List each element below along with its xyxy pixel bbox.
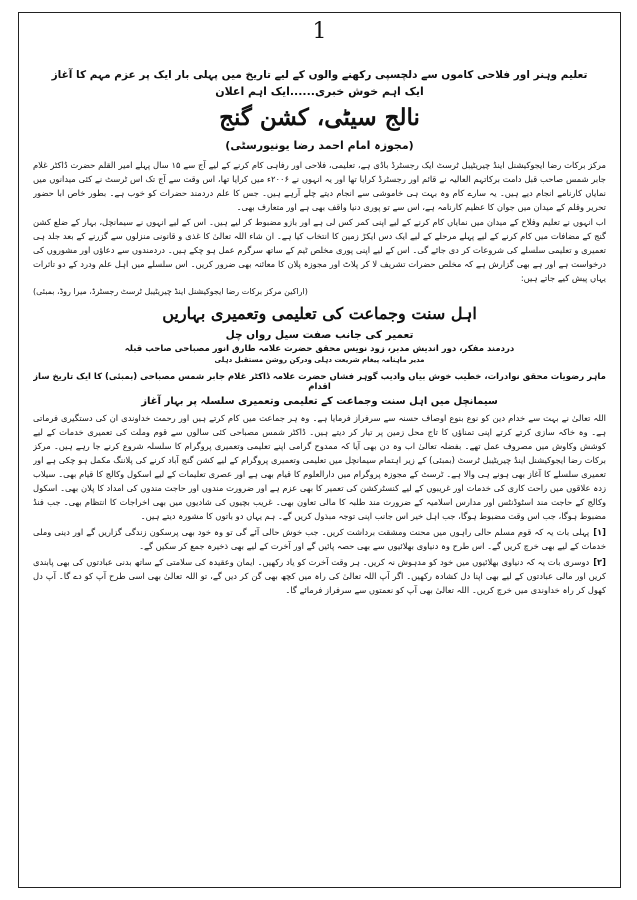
seemanchal-title: سیمانچل میں اہل سنت وجماعت کے تعلیمی وتعمیری سلسلہ پر بہار آغاز: [141, 396, 498, 407]
leader-line: ماہر رضویات محقق نوادرات، خطیب خوش بیاں وادیب گوہر فشاں حضرت علامہ ڈاکٹر غلام جابر شمس مصباحی (بمبئی) کا ایک تاریخ ساز اقدام: [33, 372, 606, 392]
proposed-name: (مجوزہ امام احمد رضا یونیورسٹی): [225, 139, 414, 152]
point-number: [۲]: [593, 557, 606, 567]
point-text: پہلی بات یہ کہ قوم مسلم حالی راہوں میں محنت ومشقت برداشت کریں۔ جب خوش حالی آئے گی تو وہ خود بھی پرسکون زندگی گزاریں گے اور دینی وملی خدمات کے لیے بھی خرچ کریں گے۔ اس طرح وہ دنیاوی بھلائیوں سے بھی حصہ پائیں گے اور آخرت کے لیے بھی ذخیرہ جمع کر سکیں گے۔: [33, 527, 606, 551]
point-number: [۱]: [593, 527, 606, 537]
section-title: اہل سنت وجماعت کی تعلیمی وتعمیری بہاریں: [162, 304, 477, 323]
page-frame: [18, 12, 621, 888]
paragraph: مرکز برکات رضا ایجوکیشنل اینڈ چیریٹیبل ٹرسٹ ایک رجسٹرڈ باڈی ہے، تعلیمی، فلاحی اور رفاہی کام کرنے کے لیے آج سے ۱۵ سال پہلے امیر القلم حضرت ڈاکٹر غلام جابر شمس صاحب قبل دامت برکاتہم العالیہ نے قائم اور رجسٹرڈ کرایا تھا اور یہ انہوں نے ۲۰۰۶ء میں کرایا تھا، اس وقت سے آج تک اس ٹرسٹ نے کئی میدانوں میں نمایاں کارنامے انجام دیے ہیں۔ یہ سارے کام وہ بہت ہی خاموشی سے انجام دیتے چلے آرہے ہیں۔ جس کا علم دردمند حضرات کو خوب ہے۔ بطور خاص ابا حضور تحریر وقلم کے میدان میں جوان کا عظیم کارنامہ ہے، اس سے تو پوری دنیا واقف بھی ہے اور متعارف بھی۔: [33, 160, 606, 212]
body-paragraph: اللہ تعالیٰ نے بہت سے خدام دین کو نوع بنوع اوصاف حسنہ سے سرفراز فرمایا ہے۔ وہ ہر جماعت میں کام کرتے ہیں اور رحمت خداوندی ان کی دستگیری فرماتی ہے۔ وہ خاکہ سازی کرتے کرتے اپنی تمناؤں کا تاج محل زمین پر تیار کر دیتے ہیں۔ ڈاکٹر شمس مصباحی کئی سالوں سے قوم وملت کی تعمیری خدمات کے لیے کوشش وکاوش میں مصروف عمل تھے۔ بفضلہ تعالیٰ اب وہ دن بھی آیا کہ ممدوح گرامی اپنے تعلیمی وتعمیری پروگرام کا سلسلہ شروع کرنے جا رہے ہیں۔ مرکز برکات رضا ایجوکیشنل اینڈ چیریٹیبل ٹرسٹ (بمبئی) کے زیر اہتمام سیمانچل میں تعلیمی وتعمیری پروگرام کے لیے کشن گنج آباد کرنے کی پلاننگ مکمل ہو چکی ہے اور تعمیری سلسلے کا آغاز بھی ہونے ہی والا ہے۔ ٹرسٹ کے مجوزہ پروگرام میں دارالعلوم کا قیام بھی ہے اور عصری تعلیمات کے لیے اسکول وکالج کا قیام بھی۔ سیلاب زدہ علاقوں میں راحت کاری کی خدمات اور غریبوں کے لیے کنسٹرکشن کی تعمیر کا بھی عزم ہے اور ضرورت مندوں اور حاجت مندوں کی امداد کا پلان بھی۔ اسکول وکالج کے حاجت مند اسٹوڈنٹس اور مدارس اسلامیہ کے ضرورت مند طلبہ کا مالی تعاون بھی۔ غریب بچیوں کی شادیوں میں بھی اخراجات کا انتظام بھی۔ جب فنڈ مضبوط ہوگا، جب اس وقت مضبوط ہوگا، جب اہل خیر اس جانب اپنی توجہ مبذول کریں گے۔ ہم یہاں دو باتوں کا مشورہ دیتے ہیں۔: [33, 413, 606, 521]
intro-line: تعلیم وہنر اور فلاحی کاموں سے دلچسپی رکھنے والوں کے لیے تاریخ میں پہلی بار ایک پر عزم مہم کا آغاز: [51, 69, 588, 81]
page-number: 1: [312, 19, 327, 44]
subtitle: تعمیر کی جانب صفت سیل رواں چل: [225, 329, 414, 341]
author-affiliation: مدیر ماہنامہ پیغام شریعت دہلی ودرکن روشن مستقبل دہلی: [214, 356, 425, 364]
author-line: دردمند مفکر، دور اندیش مدبر، زود نویس محقق حضرت علامہ طارق انور مصباحی صاحب قبلہ: [124, 344, 515, 354]
point-text: دوسری بات یہ کہ دنیاوی بھلائیوں میں خود کو مدہوش نہ کریں۔ ہر وقت آخرت کو یاد رکھیں۔ ایمان وعقیدہ کی سلامتی کے ساتھ بدنی عبادتوں کی بھی پابندی کریں اور مالی عبادتوں کے لیے بھی اپنا دل کشادہ رکھیں۔ اگر آپ اللہ تعالیٰ کی راہ میں کچھ بھی گن کر دیں گے، تو اللہ تعالیٰ بھی اسی طرح آپ کو دے گا۔ آپ دل کھول کر راہ خداوندی میں خرچ کریں۔ اللہ تعالیٰ بھی آپ کو نعمتوں سے سرفراز فرمائے گا۔: [33, 557, 606, 595]
list-item: [33, 525, 606, 553]
points-list: [33, 525, 606, 597]
paragraph: اب انہوں نے تعلیم وفلاح کے میدان میں نمایاں کام کرنے کے لیے اپنی کمر کس لی ہے اور بازو مضبوط کر لیے ہیں۔ اس کے لیے انہوں نے سیمانچل، بہار کے ضلع کشن گنج کے مضافات میں کام کرنے کے لیے پہلے مرحلے کے لیے ایک دس ایکڑ زمین کا انتخاب کیا ہے۔ ان شاء اللہ تعالیٰ کا غذی و قانونی منزلوں سے گزرنے کے بعد جلد ہی تعمیری و تعلیمی سلسلے کی شروعات کر دی جائے گی۔ اس کے لیے اپنی پوری مخلص ٹیم کے ساتھ سرگرم عمل ہو چکے ہیں۔ دردمندوں سے دعاؤں اور مشوروں کی درخواست ہے اور ہے بھی گزارش ہے کہ مخلص حضرات تشریف لا کر پلاٹ اور مجوزہ پلان کا معائنہ بھی ضرور کریں۔ اس سلسلے میں اہل علم ودرد کے دو تاثرات یہاں پیش کیے جاتے ہیں:: [33, 217, 606, 283]
main-title: نالج سیٹی، کشن گنج: [219, 104, 420, 131]
announcement: ایک اہم خوش خبری......ایک اہم اعلان: [215, 85, 424, 98]
article-content: [33, 59, 606, 881]
list-item: [33, 555, 606, 597]
signature: (اراکین مرکز برکات رضا ایجوکیشنل اینڈ چیریٹیبل ٹرسٹ رجسٹرڈ، میرا روڈ، بمبئی): [33, 287, 308, 296]
